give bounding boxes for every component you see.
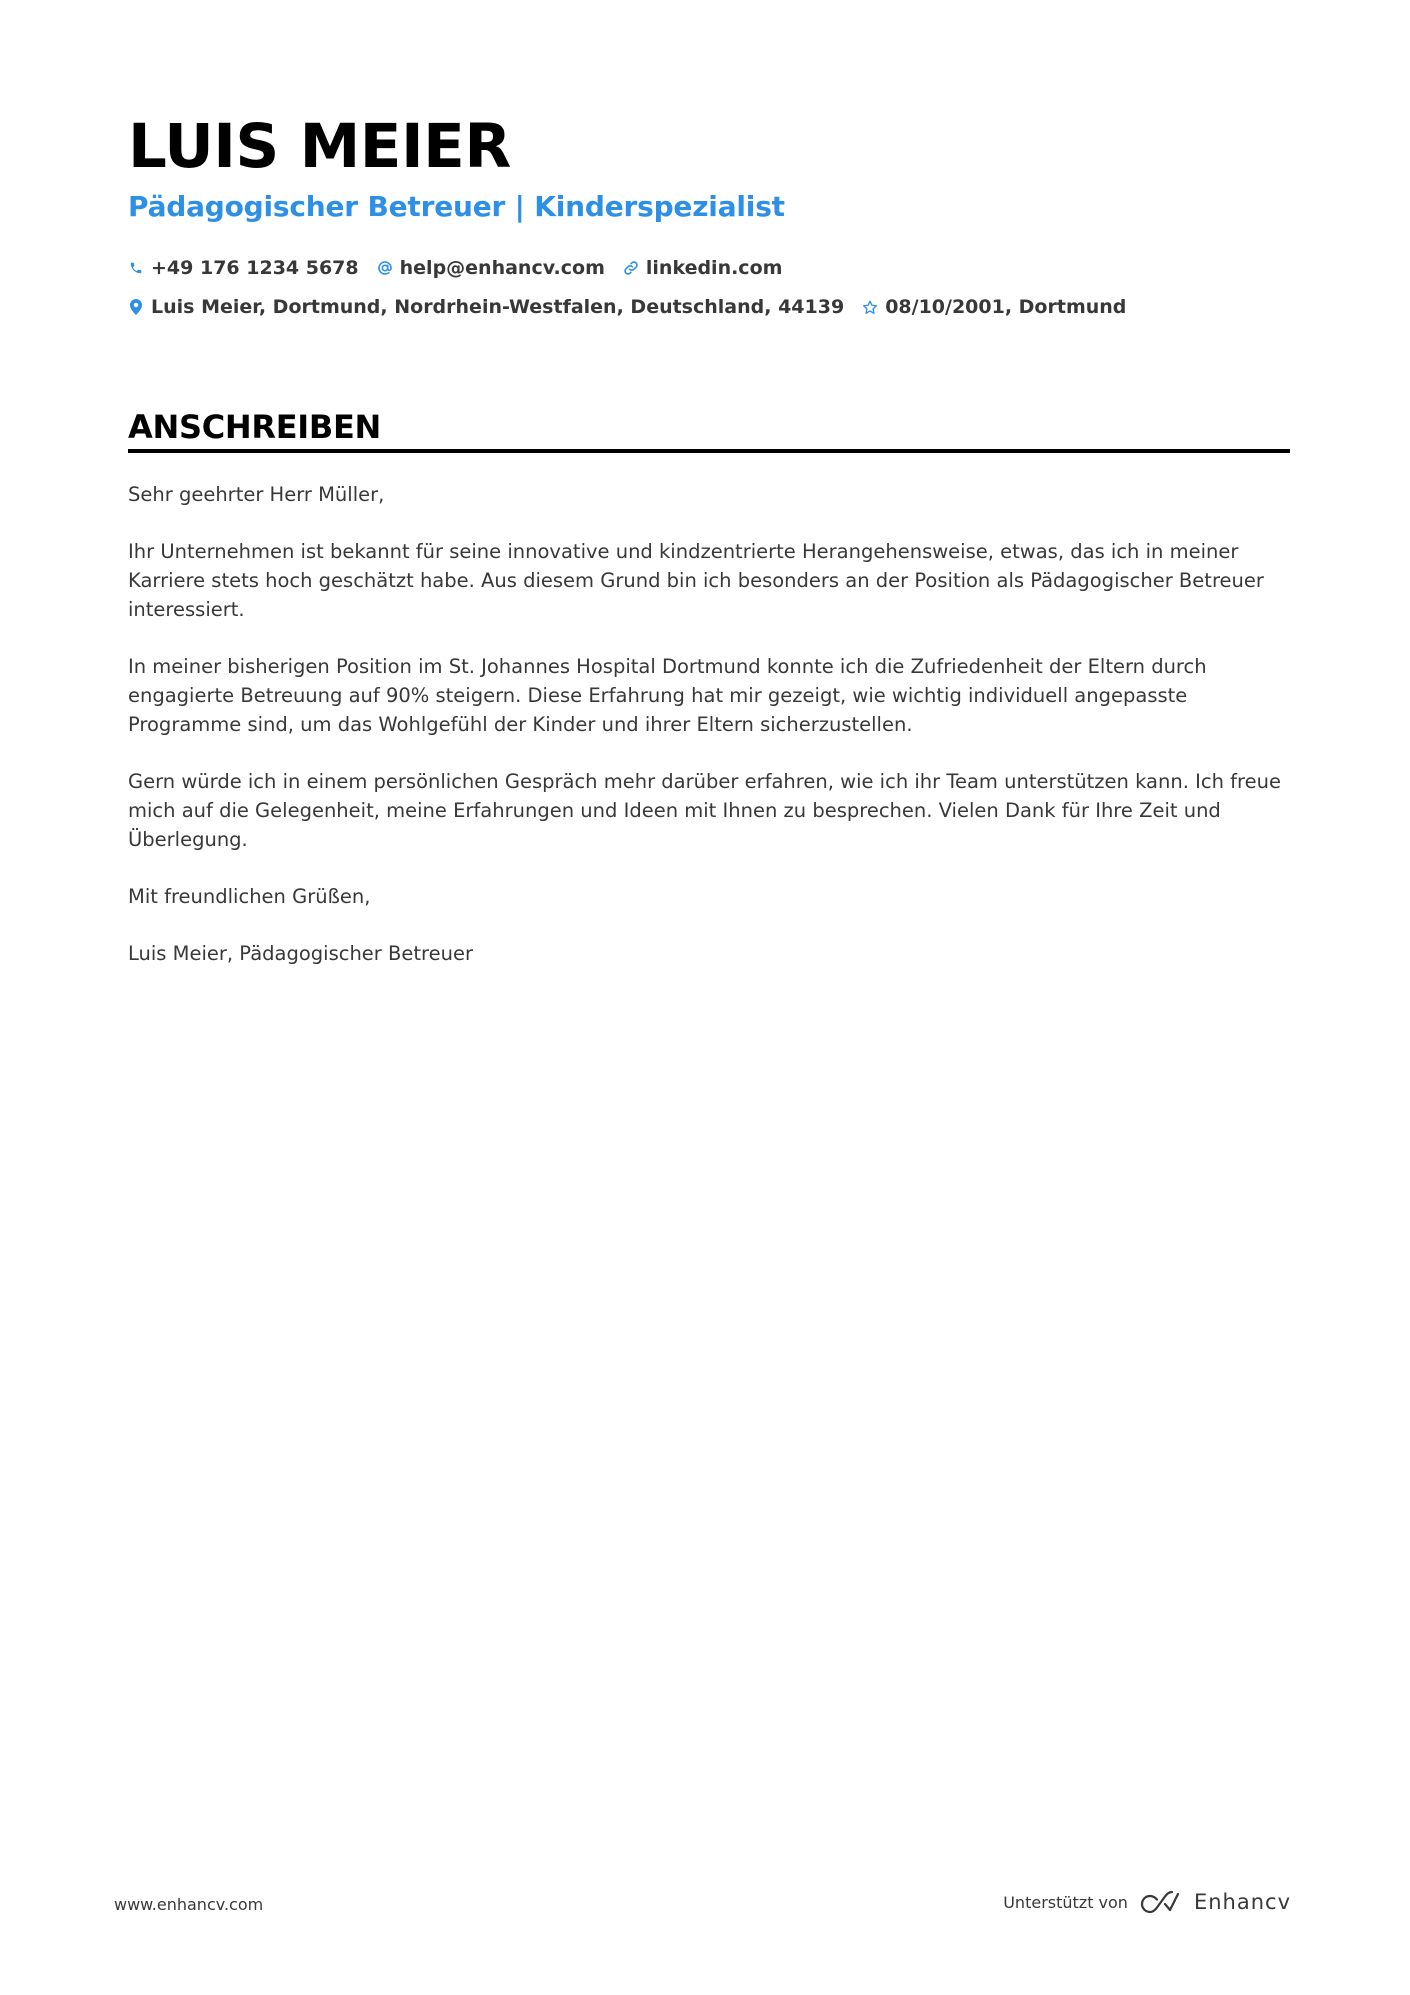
letter-paragraph: In meiner bisherigen Position im St. Johannes Hospital Dortmund konnte ich die Zufriedenheit der Eltern durch engagierte Betreuung auf 90% steigern. Diese Erfahrung hat mir gezeigt, wie wichtig individuell angepasste Programme sind, um das Wohlgefühl der Kinder und ihrer Eltern sicherzustellen. [128, 655, 1207, 736]
letter-signature: Luis Meier, Pädagogischer Betreuer [128, 942, 474, 965]
enhancv-logo-icon [1138, 1890, 1184, 1914]
brand-name: Enhancv [1193, 1890, 1291, 1914]
contact-row-1 [128, 256, 800, 280]
section-title: ANSCHREIBEN [128, 408, 381, 446]
candidate-name: LUIS MEIER [128, 111, 511, 182]
contact-birth [862, 295, 1126, 319]
powered-by-label: Unterstützt von [1003, 1892, 1128, 1912]
at-icon [377, 259, 393, 277]
candidate-headline: Pädagogischer Betreuer | Kinderspezialist [128, 190, 785, 223]
link-icon [623, 259, 639, 277]
star-icon [862, 298, 878, 316]
letter-salutation: Sehr geehrter Herr Müller, [128, 483, 385, 506]
contact-address-text: Luis Meier, Dortmund, Nordrhein-Westfalen, Deutschland, 44139 [151, 296, 845, 318]
contact-email[interactable] [377, 256, 605, 280]
letter-paragraph: Ihr Unternehmen ist bekannt für seine innovative und kindzentrierte Herangehensweise, etwas, das ich in meiner Karriere stets hoch geschätzt habe. Aus diesem Grund bin ich besonders an der Position als Pädagogischer Betreuer interessiert. [128, 540, 1264, 621]
contact-address [128, 295, 844, 319]
letter-closing: Mit freundlichen Grüßen, [128, 885, 371, 908]
contact-phone-text: +49 176 1234 5678 [151, 257, 359, 279]
contact-row-2 [128, 295, 1144, 319]
footer-brand [1003, 1890, 1291, 1914]
section-divider [128, 449, 1290, 453]
contact-linkedin-text[interactable]: linkedin.com [645, 257, 783, 279]
phone-icon [128, 259, 144, 277]
contact-birth-text: 08/10/2001, Dortmund [885, 296, 1127, 318]
contact-linkedin[interactable] [623, 256, 783, 280]
letter-body [128, 480, 1290, 996]
letter-paragraph: Gern würde ich in einem persönlichen Gespräch mehr darüber erfahren, wie ich ihr Team unterstützen kann. Ich freue mich auf die Gelegenheit, meine Erfahrungen und Ideen mit Ihnen zu besprechen. Vielen Dank für Ihre Zeit und Überlegung. [128, 770, 1281, 851]
contact-phone [128, 256, 359, 280]
contact-email-text[interactable]: help@enhancv.com [399, 257, 605, 279]
footer-url[interactable]: www.enhancv.com [114, 1895, 264, 1914]
location-pin-icon [128, 298, 144, 316]
